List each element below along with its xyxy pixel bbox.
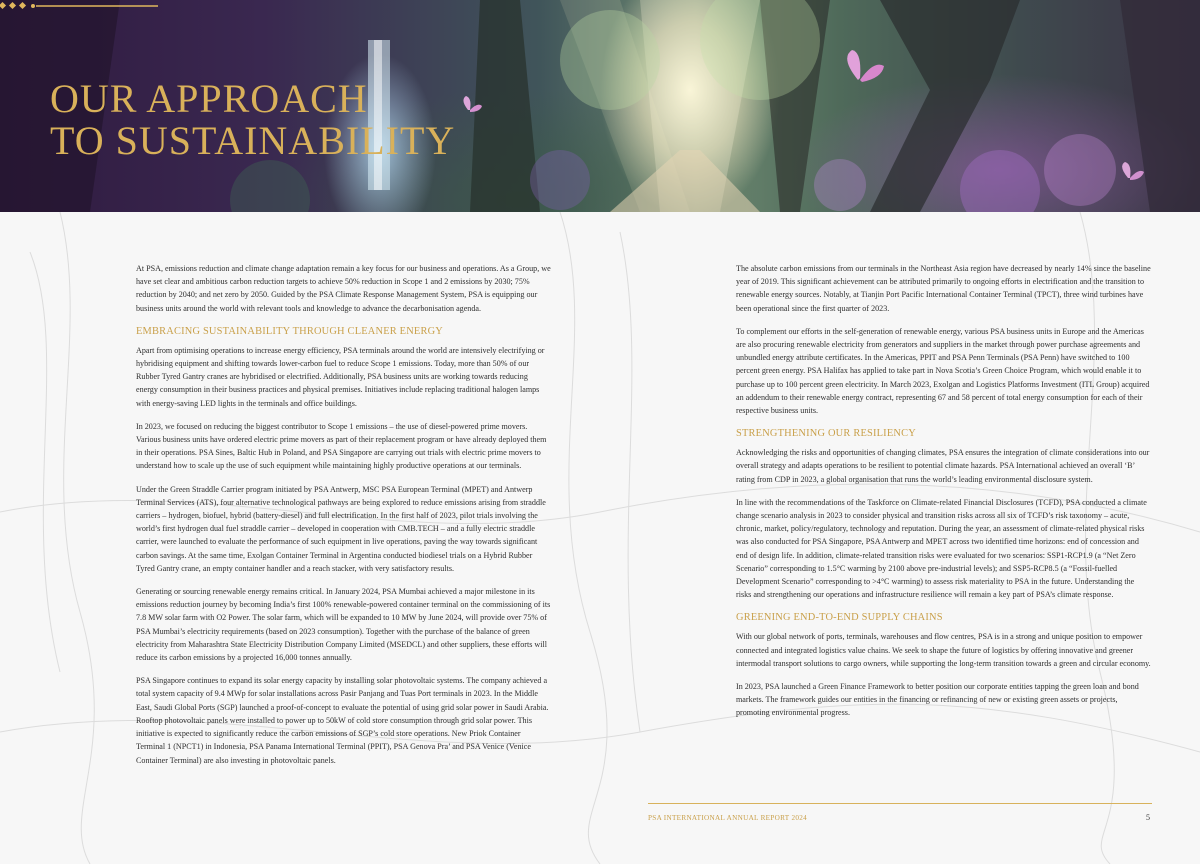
butterfly-icon <box>847 50 884 82</box>
intro-paragraph: At PSA, emissions reduction and climate change adaptation remain a key focus for our business and operations. As a Group, we have set clear and ambitious carbon reduction targets to achieve 50% reduction in Scope 1 and 2 emissions by 2030; 75% reduction by 2040; and net zero by 2050. Guided by the PSA Climate Response Management System, PSA is equipping our business units around the world with relevant tools and knowledge to advance the decarbonisation agenda. <box>136 264 551 313</box>
section-heading-resiliency: STRENGTHENING OUR RESILIENCY <box>736 428 916 440</box>
body-paragraph: Under the Green Straddle Carrier program initiated by PSA Antwerp, MSC PSA European Terminal (MPET) and Antwerp Terminal Services (ATS), four alternative technological pathways are being explored to reduce emissions arising from straddle carriers – hydrogen, biofuel, hybrid (battery-diesel) and full electrification. In the first half of 2023, pilot trials involving the world’s first hydrogen dual fuel straddle carrier – developed in cooperation with CMB.TECH – and a fully electric straddle carrier, were launched to evaluate the performance of such equipment in live operations, paving the way towards significant carbon savings. At the same time, Exolgan Container Terminal in Argentina conducted biodiesel trials on a Hybrid Rubber Tyred Gantry crane, an empty container handler and a reach stacker, with very satisfactory results. <box>136 484 546 573</box>
body-paragraph: In line with the recommendations of the Taskforce on Climate-related Financial Disclosures (TCFD), PSA conducted a climate change scenario analysis in 2023 to consider physical and transition risks across all six of TCFD’s risk taxonomy – acute, chronic, market, policy/regulatory, technology and reputation. During the year, an assessment of climate-related physical risks was also conducted for PSA Singapore, PSA Antwerp and MPET across two identified time horizons: end of concession and end of design life. In addition, climate-related transition risks were evaluated for two scenarios: SSP1-RCP1.9 (a “Net Zero Scenario” corresponding to 1.5°C warming by 2100 above pre-industrial levels); and SSP5-RCP8.5 (a “Fossil-fuelled Development Scenario” corresponding to >4°C warming) to assess risk materiality to PSA in the future. Understanding the risks and strengthening our operations and infrastructure resilience will remain a key part of PSA’s climate response. <box>736 497 1147 600</box>
section-heading-cleaner-energy: EMBRACING SUSTAINABILITY THROUGH CLEANER ENERGY <box>136 325 444 337</box>
hero-banner <box>0 0 1200 212</box>
section-heading-supply-chains: GREENING END-TO-END SUPPLY CHAINS <box>736 612 943 624</box>
left-column <box>136 262 551 777</box>
body-paragraph: With our global network of ports, terminals, warehouses and flow centres, PSA is in a strong and unique position to empower connected and integrated logistics value chains. We seek to shape the future of logistics by offering innovative and greener intermodal transport solutions to cargo owners, while supporting the long-term transition towards a green and circular economy. <box>736 632 1151 668</box>
decorative-divider-icon <box>0 0 160 12</box>
footer-report-name: PSA INTERNATIONAL ANNUAL REPORT 2024 <box>648 814 808 822</box>
page-number: 5 <box>1146 813 1150 822</box>
title-line-2: TO SUSTAINABILITY <box>50 118 456 163</box>
body-paragraph: In 2023, PSA launched a Green Finance Framework to better position our corporate entities tapping the green loan and bond markets. The framework guides our entities in the financing or refinancing of new or existing green assets or projects, promoting environmental progress. <box>736 682 1139 718</box>
footer-divider <box>648 803 1152 804</box>
body-paragraph: In 2023, we focused on reducing the biggest contributor to Scope 1 emissions – the use of diesel-powered prime movers. Various business units have ordered electric prime movers as part of their replacement program or have already deployed them in their operations. PSA Sines, Baltic Hub in Poland, and PSA Singapore are carrying out trials with electric prime movers to understand how to scale up the use of such equipment while maintaining highly productive operations at our terminals. <box>136 421 547 471</box>
body-paragraph: Apart from optimising operations to increase energy efficiency, PSA terminals around the world are intensively electrifying or hybridising equipment and shifting towards lower-carbon fuel to reduce Scope 1 emissions. Today, more than 50% of our Rubber Tyred Gantry cranes are hybridised or electrified. Additionally, PSA business units are working towards reducing energy consumption in their business practices and physical premises. Initiatives include replacing traditional halogen lamps with energy-saving LED lights in the terminals and office buildings. <box>136 345 545 408</box>
body-paragraph: Generating or sourcing renewable energy remains critical. In January 2024, PSA Mumbai achieved a major milestone in its emissions reduction journey by becoming India’s first 100% renewable-powered container terminal on the commissioning of its 7.8 MW solar farm with O2 Power. The solar farm, which will be expanded to 10 MW by June 2024, will provide over 75% of PSA Mumbai’s electricity requirements (based on 2023 consumption). Together with the purchase of the balance of green electricity from Maharashtra State Electricity Distribution Company Limited (MSEDCL) and other suppliers, these efforts will reduce its carbon emissions by a projected 16,000 tonnes annually. <box>136 587 551 663</box>
page-title <box>50 78 455 162</box>
body-paragraph: To complement our efforts in the self-generation of renewable energy, various PSA business units in Europe and the Americas are also procuring renewable electricity from generators and suppliers in the market through power purchase agreements and unbundled energy attribute certificates. In the Americas, PPIT and PSA Penn Terminals (PSA Penn) have switched to 100 percent green energy. PSA Halifax has applied to take part in Nova Scotia’s Green Choice Program, which would enable it to purchase up to 100 percent green electricity. In March 2023, Exolgan and Logistics Platforms Investment (ITL Group) acquired an addendum to their renewable energy contract, representing 67 and 58 percent of total energy consumption for each of their respective business units. <box>736 326 1150 416</box>
body-paragraph: PSA Singapore continues to expand its solar energy capacity by installing solar photovoltaic systems. The company achieved a total system capacity of 9.4 MWp for solar installations across Pasir Panjang and Tuas Port terminals in 2023. In the Middle East, Saudi Global Ports (SGP) launched a proof-of-concept to evaluate the potential of using grid solar power in Saudi Arabia. Rooftop photovoltaic panels were installed to power up to 50kW of cold store consumption through grid solar power. This initiative is expected to significantly reduce the carbon emissions of SGP’s cold store operations. New Priok Container Terminal 1 (NPCT1) in Indonesia, PSA Panama International Terminal (PPIT), PSA Genova Pra’ and PSA Venice (Venice Container Terminal) are also investing in photovoltaic panels. <box>136 676 549 765</box>
body-paragraph: The absolute carbon emissions from our terminals in the Northeast Asia region have decreased by nearly 14% since the baseline year of 2019. This significant achievement can be attributed primarily to ongoing efforts in electrification and the transition to renewable energy sources. Notably, at Tianjin Port Pacific International Container Terminal (TPCT), three wind turbines have been operational since the first quarter of 2023. <box>736 264 1151 313</box>
body-paragraph: Acknowledging the risks and opportunities of changing climates, PSA ensures the integration of climate considerations into our overall strategy and adapts operations to be resilient to potential climate hazards. PSA International achieved an overall ‘B’ rating from CDP in 2023, a global organisation that runs the world’s leading environmental disclosure system. <box>736 448 1150 484</box>
right-column <box>736 262 1151 730</box>
butterfly-icon <box>1122 162 1144 180</box>
title-line-1: OUR APPROACH <box>50 76 368 121</box>
